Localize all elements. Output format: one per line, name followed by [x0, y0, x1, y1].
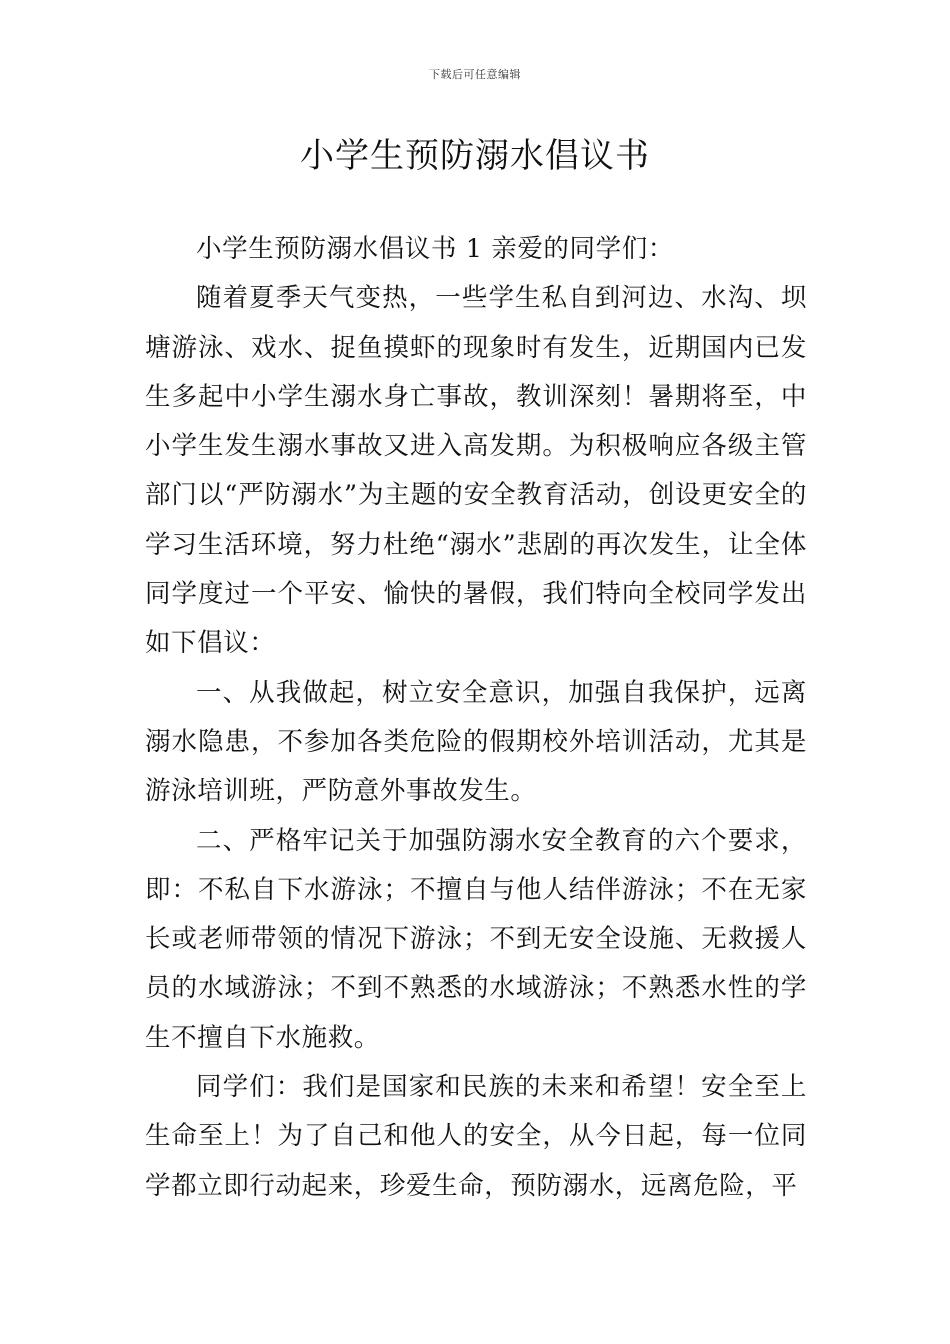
header-note: 下载后可任意编辑: [429, 68, 521, 81]
paragraph-point-one: 一、从我做起，树立安全意识，加强自我保护，远离溺水隐患，不参加各类危险的假期校外培训活动，尤其是游泳培训班，严防意外事故发生。: [145, 677, 807, 807]
document-body: [145, 225, 807, 1211]
paragraph-intro: 随着夏季天气变热，一些学生私自到河边、水沟、坝塘游泳、戏水、捉鱼摸虾的现象时有发生，近期国内已发生多起中小学生溺水身亡事故，教训深刻！暑期将至，中小学生发生溺水事故又进入高发期。为积极响应各级主管部门以“严防溺水”为主题的安全教育活动，创设更安全的学习生活环境，努力杜绝“溺水”悲剧的再次发生，让全体同学度过一个平安、愉快的暑假，我们特向全校同学发出如下倡议：: [145, 283, 807, 659]
document-title: 小学生预防溺水倡议书: [300, 136, 650, 176]
paragraph-point-two: 二、严格牢记关于加强防溺水安全教育的六个要求，即：不私自下水游泳；不擅自与他人结伴游泳；不在无家长或老师带领的情况下游泳；不到无安全设施、无救援人员的水域游泳；不到不熟悉的水域游泳；不熟悉水性的学生不擅自下水施救。: [145, 825, 807, 1053]
paragraph-closing: 同学们：我们是国家和民族的未来和希望！安全至上生命至上！为了自己和他人的安全，从今日起，每一位同学都立即行动起来，珍爱生命，预防溺水，远离危险，平: [145, 1072, 807, 1201]
paragraph-greeting: 小学生预防溺水倡议书 1 亲爱的同学们：: [196, 234, 674, 264]
